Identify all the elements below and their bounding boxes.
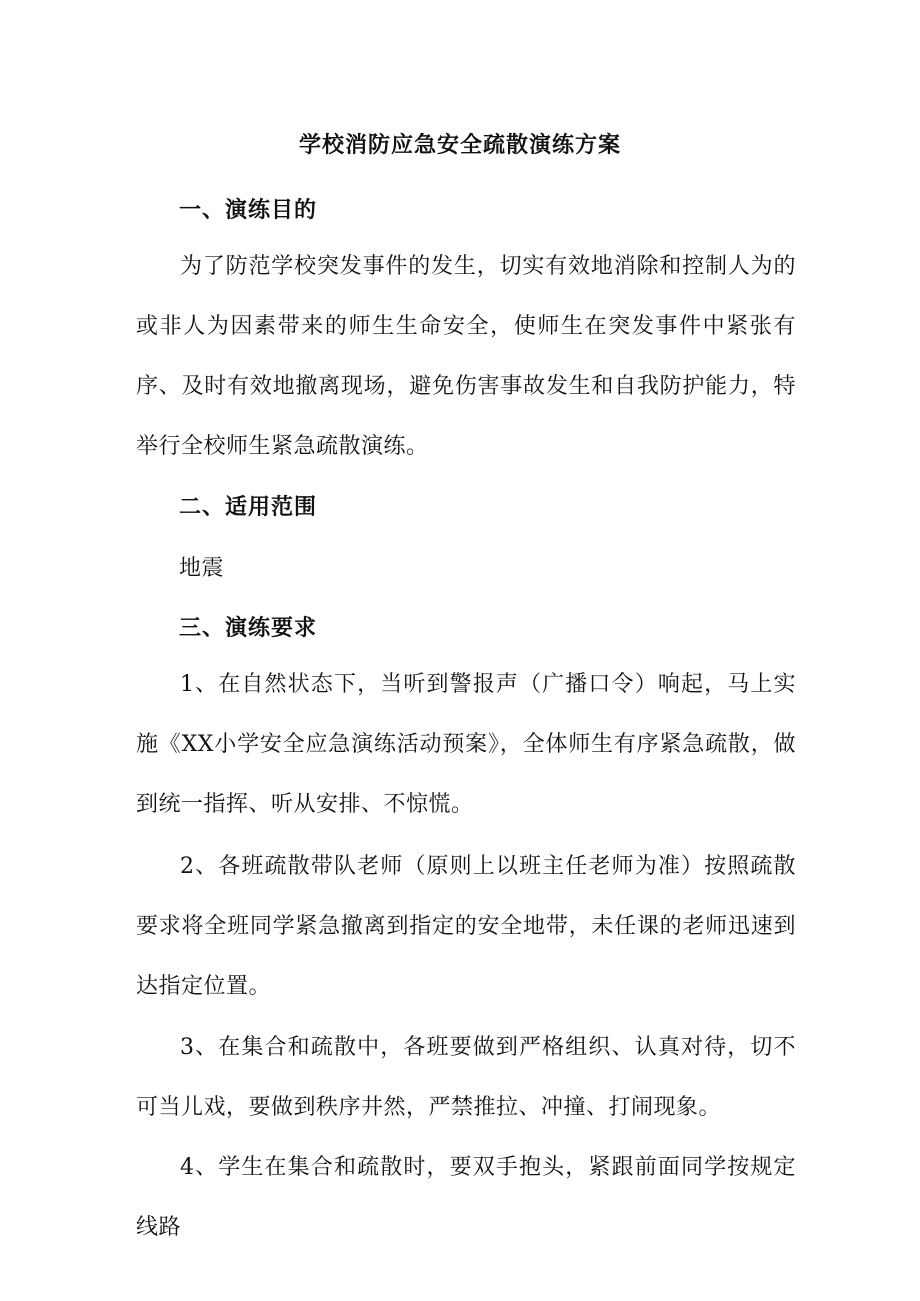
requirement-item: 3、在集合和疏散中，各班要做到严格组织、认真对待，切不可当儿戏，要做到秩序井然，严禁推拉、冲撞、打闹现象。: [136, 1035, 796, 1120]
requirement-item: 1、在自然状态下，当听到警报声（广播口令）响起，马上实施《XX小学安全应急演练活动预案》，全体师生有序紧急疏散，做到统一指挥、听从安排、不惊慌。: [136, 672, 796, 817]
document-title: 学校消防应急安全疏散演练方案: [298, 133, 621, 158]
paragraph-purpose: 为了防范学校突发事件的发生，切实有效地消除和控制人为的或非人为因素带来的师生生命安全，使师生在突发事件中紧张有序、及时有效地撤离现场，避免伤害事故发生和自我防护能力，特举行全校师生紧急疏散演练。: [136, 254, 796, 459]
requirement-item: 4、学生在集合和疏散时，要双手抱头，紧跟前面同学按规定线路: [136, 1155, 796, 1240]
section-heading-scope: 二、适用范围: [179, 495, 318, 520]
section-heading-purpose: 一、演练目的: [179, 198, 318, 223]
scope-text: 地震: [179, 556, 225, 581]
section-heading-requirements: 三、演练要求: [179, 616, 318, 641]
requirement-item: 2、各班疏散带队老师（原则上以班主任老师为准）按照疏散要求将全班同学紧急撤离到指定的安全地带，未任课的老师迅速到达指定位置。: [136, 854, 796, 999]
